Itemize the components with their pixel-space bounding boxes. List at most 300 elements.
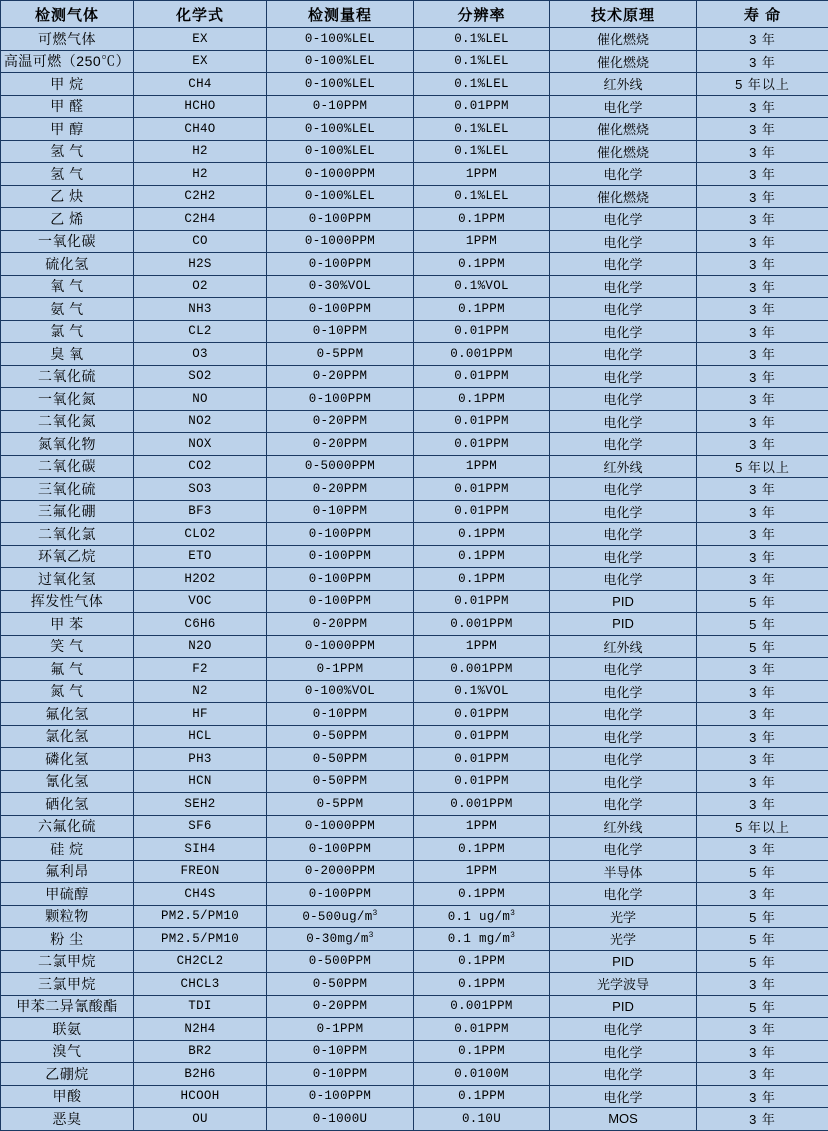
cell-col-name: 氟化氢	[1, 703, 134, 726]
cell-col-principle: 电化学	[550, 298, 697, 321]
cell-col-principle: 电化学	[550, 433, 697, 456]
table-row	[1, 635, 828, 658]
table-row	[1, 500, 828, 523]
table-row	[1, 590, 828, 613]
cell-col-range: $0-500ug/m^3$	[267, 905, 414, 928]
cell-col-range: 0-50PPM	[267, 973, 414, 996]
cell-col-res: 0.001PPM	[414, 343, 550, 366]
table-row	[1, 1085, 828, 1108]
table-row	[1, 320, 828, 343]
cell-col-life: 5 年以上	[697, 815, 828, 838]
cell-col-name: 乙 炔	[1, 185, 134, 208]
cell-col-range: $0-30mg/m^3$	[267, 928, 414, 951]
cell-col-name: 颗粒物	[1, 905, 134, 928]
cell-col-life: 3 年	[697, 500, 828, 523]
cell-col-formula: VOC	[134, 590, 267, 613]
cell-col-life: 3 年	[697, 140, 828, 163]
cell-col-principle: 电化学	[550, 770, 697, 793]
cell-col-formula: H2	[134, 163, 267, 186]
table-row	[1, 388, 828, 411]
cell-col-principle: 催化燃烧	[550, 185, 697, 208]
cell-col-res: 0.01PPM	[414, 1018, 550, 1041]
cell-col-life: 3 年	[697, 770, 828, 793]
table-row	[1, 478, 828, 501]
table-row	[1, 815, 828, 838]
cell-col-life: 3 年	[697, 163, 828, 186]
cell-col-name: 二氯甲烷	[1, 950, 134, 973]
cell-col-principle: 电化学	[550, 253, 697, 276]
cell-col-life: 3 年	[697, 410, 828, 433]
cell-col-formula: PH3	[134, 748, 267, 771]
cell-col-formula: C2H4	[134, 208, 267, 231]
cell-col-name: 硫化氢	[1, 253, 134, 276]
cell-col-name: 氮 气	[1, 680, 134, 703]
cell-col-life: 3 年	[697, 365, 828, 388]
cell-col-formula: N2	[134, 680, 267, 703]
table-row	[1, 545, 828, 568]
cell-col-formula: CHCL3	[134, 973, 267, 996]
cell-col-name: 乙硼烷	[1, 1063, 134, 1086]
cell-col-name: 氧 气	[1, 275, 134, 298]
cell-col-name: 氰化氢	[1, 770, 134, 793]
cell-col-range: 0-1PPM	[267, 658, 414, 681]
cell-col-name: 磷化氢	[1, 748, 134, 771]
cell-col-life: 3 年	[697, 230, 828, 253]
cell-col-life: 3 年	[697, 275, 828, 298]
cell-col-formula: SEH2	[134, 793, 267, 816]
cell-col-formula: C6H6	[134, 613, 267, 636]
cell-col-res: 0.1PPM	[414, 950, 550, 973]
cell-col-range: 0-50PPM	[267, 725, 414, 748]
table-row	[1, 275, 828, 298]
cell-col-life: 3 年	[697, 253, 828, 276]
cell-col-name: 高温可燃（250℃）	[1, 50, 134, 73]
cell-col-range: 0-100PPM	[267, 388, 414, 411]
cell-col-life: 3 年	[697, 658, 828, 681]
cell-col-life: 3 年	[697, 793, 828, 816]
cell-col-range: 0-100%VOL	[267, 680, 414, 703]
cell-col-res: 0.01PPM	[414, 410, 550, 433]
cell-col-life: 3 年	[697, 1063, 828, 1086]
cell-col-formula: BF3	[134, 500, 267, 523]
table-row	[1, 433, 828, 456]
cell-col-res: 0.1 $ug/m^3$	[414, 905, 550, 928]
cell-col-life: 3 年	[697, 208, 828, 231]
cell-col-formula: CO2	[134, 455, 267, 478]
cell-col-principle: 催化燃烧	[550, 28, 697, 51]
cell-col-principle: 红外线	[550, 815, 697, 838]
cell-col-formula: C2H2	[134, 185, 267, 208]
table-row	[1, 860, 828, 883]
cell-col-formula: CH4O	[134, 118, 267, 141]
cell-col-formula: FREON	[134, 860, 267, 883]
table-row	[1, 230, 828, 253]
cell-col-range: 0-30%VOL	[267, 275, 414, 298]
cell-col-formula: NOX	[134, 433, 267, 456]
table-row	[1, 343, 828, 366]
table-row	[1, 995, 828, 1018]
table-row	[1, 1040, 828, 1063]
cell-col-principle: MOS	[550, 1108, 697, 1131]
cell-col-principle: 电化学	[550, 1040, 697, 1063]
cell-col-principle: 红外线	[550, 455, 697, 478]
cell-col-res: 0.1PPM	[414, 208, 550, 231]
cell-col-name: 三氯甲烷	[1, 973, 134, 996]
cell-col-range: 0-20PPM	[267, 478, 414, 501]
table-row	[1, 95, 828, 118]
table-row	[1, 658, 828, 681]
table-row	[1, 950, 828, 973]
cell-col-res: 0.10U	[414, 1108, 550, 1131]
cell-col-principle: 电化学	[550, 568, 697, 591]
cell-col-life: 5 年	[697, 995, 828, 1018]
column-header-5: 寿 命	[697, 1, 828, 28]
cell-col-formula: ETO	[134, 545, 267, 568]
cell-col-life: 3 年	[697, 1040, 828, 1063]
table-row	[1, 568, 828, 591]
cell-col-principle: 电化学	[550, 725, 697, 748]
cell-col-range: 0-50PPM	[267, 770, 414, 793]
column-header-1: 化学式	[134, 1, 267, 28]
table-row	[1, 73, 828, 96]
cell-col-range: 0-100%LEL	[267, 50, 414, 73]
cell-col-formula: HCN	[134, 770, 267, 793]
cell-col-principle: 催化燃烧	[550, 50, 697, 73]
cell-col-formula: CH4	[134, 73, 267, 96]
cell-col-principle: 电化学	[550, 523, 697, 546]
cell-col-name: 溴气	[1, 1040, 134, 1063]
table-row	[1, 613, 828, 636]
cell-col-formula: OU	[134, 1108, 267, 1131]
cell-col-formula: H2S	[134, 253, 267, 276]
cell-col-life: 3 年	[697, 1085, 828, 1108]
cell-col-res: 1PPM	[414, 230, 550, 253]
cell-col-life: 5 年	[697, 590, 828, 613]
cell-col-range: 0-100PPM	[267, 208, 414, 231]
cell-col-principle: 光学	[550, 928, 697, 951]
cell-col-formula: CH4S	[134, 883, 267, 906]
cell-col-formula: HCL	[134, 725, 267, 748]
cell-col-formula: B2H6	[134, 1063, 267, 1086]
cell-col-formula: H2	[134, 140, 267, 163]
cell-col-life: 3 年	[697, 50, 828, 73]
cell-col-res: 0.1%LEL	[414, 140, 550, 163]
cell-col-life: 5 年以上	[697, 455, 828, 478]
cell-col-name: 恶臭	[1, 1108, 134, 1131]
cell-col-name: 二氧化氯	[1, 523, 134, 546]
cell-col-name: 甲 烷	[1, 73, 134, 96]
cell-col-life: 3 年	[697, 703, 828, 726]
cell-col-range: 0-50PPM	[267, 748, 414, 771]
cell-col-name: 氯 气	[1, 320, 134, 343]
cell-col-range: 0-100PPM	[267, 568, 414, 591]
cell-col-principle: 电化学	[550, 1018, 697, 1041]
cell-col-range: 0-100PPM	[267, 545, 414, 568]
cell-col-res: 1PPM	[414, 815, 550, 838]
cell-col-res: 0.1PPM	[414, 568, 550, 591]
cell-col-principle: 电化学	[550, 275, 697, 298]
cell-col-res: 0.01PPM	[414, 320, 550, 343]
cell-col-name: 氯化氢	[1, 725, 134, 748]
cell-col-res: 0.1PPM	[414, 838, 550, 861]
cell-col-range: 0-100PPM	[267, 1085, 414, 1108]
cell-col-res: 0.001PPM	[414, 658, 550, 681]
table-row	[1, 748, 828, 771]
cell-col-principle: 电化学	[550, 388, 697, 411]
cell-col-res: 0.01PPM	[414, 770, 550, 793]
cell-col-name: 氮氧化物	[1, 433, 134, 456]
cell-col-formula: NO	[134, 388, 267, 411]
cell-col-name: 二氧化氮	[1, 410, 134, 433]
cell-col-formula: H2O2	[134, 568, 267, 591]
cell-col-range: 0-20PPM	[267, 410, 414, 433]
cell-col-range: 0-100PPM	[267, 523, 414, 546]
table-row	[1, 50, 828, 73]
cell-col-principle: PID	[550, 613, 697, 636]
cell-col-name: 环氧乙烷	[1, 545, 134, 568]
cell-col-principle: 半导体	[550, 860, 697, 883]
cell-col-range: 0-1000PPM	[267, 635, 414, 658]
cell-col-name: 氟 气	[1, 658, 134, 681]
cell-col-formula: NH3	[134, 298, 267, 321]
cell-col-range: 0-100%LEL	[267, 28, 414, 51]
cell-col-range: 0-100PPM	[267, 838, 414, 861]
table-row	[1, 253, 828, 276]
cell-col-range: 0-10PPM	[267, 95, 414, 118]
cell-col-range: 0-100%LEL	[267, 118, 414, 141]
cell-col-formula: O3	[134, 343, 267, 366]
cell-col-principle: 电化学	[550, 410, 697, 433]
cell-col-range: 0-2000PPM	[267, 860, 414, 883]
cell-col-formula: CO	[134, 230, 267, 253]
cell-col-name: 甲硫醇	[1, 883, 134, 906]
cell-col-principle: 电化学	[550, 838, 697, 861]
cell-col-principle: 电化学	[550, 343, 697, 366]
cell-col-res: 0.1%VOL	[414, 275, 550, 298]
table-row	[1, 118, 828, 141]
cell-col-principle: 电化学	[550, 320, 697, 343]
cell-col-life: 3 年	[697, 1108, 828, 1131]
column-header-0: 检测气体	[1, 1, 134, 28]
cell-col-life: 3 年	[697, 185, 828, 208]
cell-col-life: 3 年	[697, 433, 828, 456]
cell-col-res: 0.1PPM	[414, 253, 550, 276]
cell-col-res: 0.01PPM	[414, 725, 550, 748]
cell-col-name: 六氟化硫	[1, 815, 134, 838]
cell-col-name: 硒化氢	[1, 793, 134, 816]
cell-col-life: 3 年	[697, 973, 828, 996]
cell-col-res: 1PPM	[414, 860, 550, 883]
cell-col-formula: SO3	[134, 478, 267, 501]
cell-col-name: 甲 苯	[1, 613, 134, 636]
cell-col-range: 0-10PPM	[267, 1040, 414, 1063]
table-row	[1, 838, 828, 861]
cell-col-life: 3 年	[697, 388, 828, 411]
cell-col-res: 0.1PPM	[414, 523, 550, 546]
cell-col-formula: BR2	[134, 1040, 267, 1063]
cell-col-formula: O2	[134, 275, 267, 298]
cell-col-formula: HF	[134, 703, 267, 726]
table-row	[1, 523, 828, 546]
table-row	[1, 725, 828, 748]
cell-col-name: 二氧化碳	[1, 455, 134, 478]
cell-col-range: 0-100PPM	[267, 253, 414, 276]
cell-col-life: 5 年	[697, 860, 828, 883]
table-row	[1, 140, 828, 163]
cell-col-principle: 电化学	[550, 500, 697, 523]
table-row	[1, 1108, 828, 1131]
cell-col-formula: HCHO	[134, 95, 267, 118]
cell-col-life: 3 年	[697, 95, 828, 118]
table-row	[1, 793, 828, 816]
cell-col-life: 5 年	[697, 928, 828, 951]
cell-col-res: 0.01PPM	[414, 95, 550, 118]
cell-col-range: 0-5PPM	[267, 343, 414, 366]
cell-col-principle: 电化学	[550, 230, 697, 253]
table-row	[1, 703, 828, 726]
cell-col-life: 5 年以上	[697, 73, 828, 96]
cell-col-formula: SF6	[134, 815, 267, 838]
cell-col-principle: 光学波导	[550, 973, 697, 996]
cell-col-life: 3 年	[697, 118, 828, 141]
cell-col-res: 0.1%LEL	[414, 28, 550, 51]
cell-col-name: 一氧化碳	[1, 230, 134, 253]
cell-col-res: 0.1PPM	[414, 298, 550, 321]
table-row	[1, 770, 828, 793]
cell-col-formula: NO2	[134, 410, 267, 433]
cell-col-principle: 催化燃烧	[550, 118, 697, 141]
cell-col-life: 5 年	[697, 613, 828, 636]
cell-col-formula: F2	[134, 658, 267, 681]
cell-col-principle: 光学	[550, 905, 697, 928]
cell-col-range: 0-100PPM	[267, 883, 414, 906]
cell-col-name: 甲苯二异氰酸酯	[1, 995, 134, 1018]
cell-col-formula: TDI	[134, 995, 267, 1018]
cell-col-name: 甲 醇	[1, 118, 134, 141]
cell-col-principle: 电化学	[550, 1063, 697, 1086]
cell-col-range: 0-100%LEL	[267, 185, 414, 208]
cell-col-res: 0.01PPM	[414, 478, 550, 501]
cell-col-principle: 电化学	[550, 703, 697, 726]
cell-col-life: 3 年	[697, 28, 828, 51]
cell-col-formula: N2O	[134, 635, 267, 658]
cell-col-res: 0.001PPM	[414, 995, 550, 1018]
cell-col-res: 1PPM	[414, 455, 550, 478]
cell-col-principle: 电化学	[550, 365, 697, 388]
cell-col-range: 0-10PPM	[267, 703, 414, 726]
cell-col-range: 0-1000PPM	[267, 230, 414, 253]
table-row	[1, 208, 828, 231]
column-header-2: 检测量程	[267, 1, 414, 28]
cell-col-res: 0.001PPM	[414, 613, 550, 636]
cell-col-life: 3 年	[697, 748, 828, 771]
cell-col-range: 0-20PPM	[267, 433, 414, 456]
cell-col-formula: HCOOH	[134, 1085, 267, 1108]
cell-col-principle: PID	[550, 995, 697, 1018]
cell-col-name: 乙 烯	[1, 208, 134, 231]
cell-col-life: 3 年	[697, 725, 828, 748]
cell-col-name: 硅 烷	[1, 838, 134, 861]
cell-col-principle: 红外线	[550, 635, 697, 658]
cell-col-name: 氢 气	[1, 140, 134, 163]
cell-col-life: 3 年	[697, 320, 828, 343]
cell-col-range: 0-100%LEL	[267, 73, 414, 96]
cell-col-range: 0-1000PPM	[267, 815, 414, 838]
table-row	[1, 185, 828, 208]
cell-col-life: 5 年	[697, 635, 828, 658]
cell-col-life: 3 年	[697, 1018, 828, 1041]
header-row	[1, 1, 828, 28]
cell-col-name: 三氟化硼	[1, 500, 134, 523]
cell-col-res: 0.1PPM	[414, 1040, 550, 1063]
cell-col-res: 0.01PPM	[414, 500, 550, 523]
cell-col-range: 0-20PPM	[267, 613, 414, 636]
cell-col-life: 3 年	[697, 523, 828, 546]
cell-col-name: 氢 气	[1, 163, 134, 186]
cell-col-name: 臭 氧	[1, 343, 134, 366]
cell-col-res: 0.01PPM	[414, 433, 550, 456]
cell-col-res: 0.1%LEL	[414, 118, 550, 141]
cell-col-range: 0-500PPM	[267, 950, 414, 973]
table-row	[1, 298, 828, 321]
cell-col-name: 一氧化氮	[1, 388, 134, 411]
cell-col-range: 0-1000U	[267, 1108, 414, 1131]
cell-col-life: 3 年	[697, 883, 828, 906]
cell-col-principle: 电化学	[550, 748, 697, 771]
cell-col-res: 0.0100M	[414, 1063, 550, 1086]
cell-col-principle: 电化学	[550, 208, 697, 231]
table-row	[1, 410, 828, 433]
cell-col-life: 3 年	[697, 838, 828, 861]
table-row	[1, 928, 828, 951]
table-row	[1, 973, 828, 996]
cell-col-principle: 电化学	[550, 658, 697, 681]
cell-col-res: 0.01PPM	[414, 748, 550, 771]
cell-col-res: 0.1PPM	[414, 1085, 550, 1108]
cell-col-name: 挥发性气体	[1, 590, 134, 613]
cell-col-name: 二氧化硫	[1, 365, 134, 388]
cell-col-life: 3 年	[697, 343, 828, 366]
cell-col-life: 5 年	[697, 950, 828, 973]
cell-col-formula: CL2	[134, 320, 267, 343]
cell-col-range: 0-10PPM	[267, 320, 414, 343]
cell-col-name: 氟利昂	[1, 860, 134, 883]
cell-col-name: 粉 尘	[1, 928, 134, 951]
cell-col-name: 过氧化氢	[1, 568, 134, 591]
cell-col-res: 1PPM	[414, 163, 550, 186]
cell-col-principle: 电化学	[550, 95, 697, 118]
cell-col-res: 0.1PPM	[414, 545, 550, 568]
cell-col-formula: PM2.5/PM10	[134, 928, 267, 951]
cell-col-res: 0.01PPM	[414, 365, 550, 388]
cell-col-principle: PID	[550, 950, 697, 973]
cell-col-formula: N2H4	[134, 1018, 267, 1041]
cell-col-formula: CLO2	[134, 523, 267, 546]
cell-col-res: 0.1PPM	[414, 973, 550, 996]
table-header	[1, 1, 828, 28]
cell-col-life: 5 年	[697, 905, 828, 928]
cell-col-range: 0-20PPM	[267, 365, 414, 388]
table-row	[1, 883, 828, 906]
cell-col-principle: 电化学	[550, 883, 697, 906]
cell-col-life: 3 年	[697, 298, 828, 321]
cell-col-range: 0-100PPM	[267, 298, 414, 321]
cell-col-formula: CH2CL2	[134, 950, 267, 973]
cell-col-principle: 电化学	[550, 163, 697, 186]
table-row	[1, 28, 828, 51]
cell-col-formula: PM2.5/PM10	[134, 905, 267, 928]
cell-col-name: 甲酸	[1, 1085, 134, 1108]
